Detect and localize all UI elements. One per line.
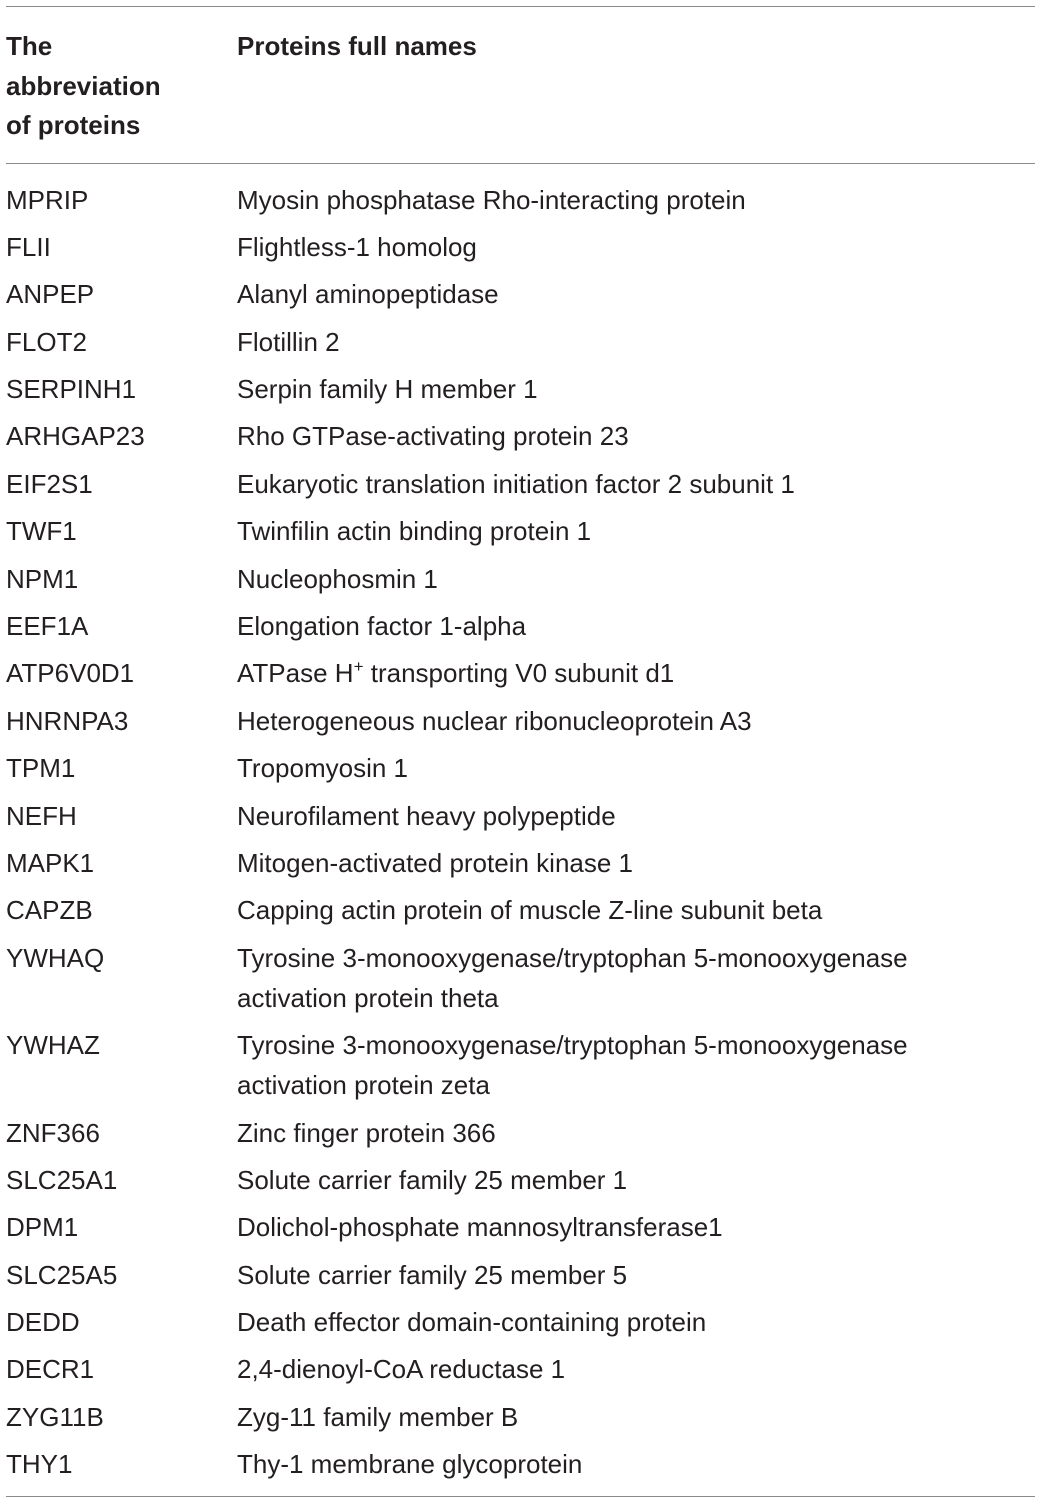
table-row	[6, 559, 1035, 599]
full-name-line: activation protein zeta	[237, 1070, 490, 1101]
full-name-cell	[237, 1025, 1035, 1105]
full-name-cell: Tropomyosin 1	[237, 753, 408, 784]
full-name-cell: Twinfilin actin binding protein 1	[237, 516, 592, 547]
protein-table	[6, 6, 1035, 1497]
header-abbreviation-line: of proteins	[6, 110, 141, 140]
full-name-cell	[237, 653, 1035, 693]
table-row	[6, 1397, 1035, 1437]
full-name-cell: Zyg-11 family member B	[237, 1401, 519, 1432]
full-name-text: transporting V0 subunit d1	[363, 658, 675, 689]
abbreviation-cell: TWF1	[6, 516, 77, 547]
table-row	[6, 1025, 1035, 1105]
abbreviation-cell: ATP6V0D1	[6, 658, 135, 689]
abbreviation-cell: THY1	[6, 1449, 73, 1480]
abbreviation-cell: NPM1	[6, 563, 79, 594]
full-name-cell: Dolichol-phosphate mannosyltransferase1	[237, 1212, 723, 1243]
table-row	[6, 369, 1035, 409]
table-row	[6, 322, 1035, 362]
table-row	[6, 1255, 1035, 1295]
full-name-line: activation protein theta	[237, 982, 499, 1013]
table-row	[6, 1207, 1035, 1247]
abbreviation-cell: CAPZB	[6, 895, 93, 926]
abbreviation-cell: YWHAQ	[6, 942, 105, 973]
table-row	[6, 464, 1035, 504]
abbreviation-cell: ANPEP	[6, 279, 95, 310]
table-header	[6, 7, 1035, 163]
full-name-cell: Capping actin protein of muscle Z-line subunit beta	[237, 895, 823, 926]
full-name-cell: Rho GTPase-activating protein 23	[237, 421, 629, 452]
full-name-cell: Elongation factor 1-alpha	[237, 611, 527, 642]
full-name-line: Tyrosine 3-monooxygenase/tryptophan 5-monooxygenase	[237, 1030, 908, 1061]
header-abbreviation-line: The	[6, 31, 53, 61]
abbreviation-cell: SLC25A1	[6, 1164, 118, 1195]
table-row	[6, 606, 1035, 646]
full-name-cell: Flightless-1 homolog	[237, 231, 477, 262]
full-name-text: ATPase H	[237, 658, 354, 689]
abbreviation-cell: DPM1	[6, 1212, 79, 1243]
superscript-plus: +	[353, 657, 364, 677]
abbreviation-cell: ZNF366	[6, 1117, 100, 1148]
table-row	[6, 701, 1035, 741]
table-row	[6, 796, 1035, 836]
abbreviation-cell: EIF2S1	[6, 468, 93, 499]
abbreviation-cell: YWHAZ	[6, 1030, 100, 1061]
table-row	[6, 1113, 1035, 1153]
table-body	[6, 164, 1035, 1497]
full-name-cell: Mitogen-activated protein kinase 1	[237, 847, 634, 878]
abbreviation-cell: FLII	[6, 231, 51, 262]
full-name-cell: Solute carrier family 25 member 1	[237, 1164, 628, 1195]
full-name-cell: 2,4-dienoyl-CoA reductase 1	[237, 1354, 566, 1385]
abbreviation-cell: ARHGAP23	[6, 421, 145, 452]
full-name-line: Tyrosine 3-monooxygenase/tryptophan 5-monooxygenase	[237, 942, 908, 973]
abbreviation-cell: DEDD	[6, 1307, 80, 1338]
table-row	[6, 416, 1035, 456]
table-row	[6, 274, 1035, 314]
abbreviation-cell: SERPINH1	[6, 374, 137, 405]
full-name-cell: Death effector domain-containing protein	[237, 1307, 707, 1338]
full-name-cell: Solute carrier family 25 member 5	[237, 1259, 628, 1290]
full-name-cell	[237, 938, 1035, 1018]
table-row	[6, 511, 1035, 551]
table-row	[6, 890, 1035, 930]
abbreviation-cell: EEF1A	[6, 611, 89, 642]
table-row	[6, 843, 1035, 883]
full-name-cell: Serpin family H member 1	[237, 374, 538, 405]
table-row	[6, 748, 1035, 788]
abbreviation-cell: MAPK1	[6, 847, 95, 878]
abbreviation-cell: SLC25A5	[6, 1259, 118, 1290]
full-name-cell: Eukaryotic translation initiation factor 2 subunit 1	[237, 468, 795, 499]
table-row	[6, 1160, 1035, 1200]
abbreviation-cell: TPM1	[6, 753, 76, 784]
full-name-cell: Nucleophosmin 1	[237, 563, 438, 594]
header-full-name: Proteins full names	[237, 31, 477, 61]
full-name-cell: Neurofilament heavy polypeptide	[237, 800, 616, 831]
header-abbreviation	[6, 27, 237, 146]
table-row	[6, 1302, 1035, 1342]
table-row	[6, 1444, 1035, 1484]
table-row	[6, 1349, 1035, 1389]
full-name-cell: Zinc finger protein 366	[237, 1117, 496, 1148]
table-row	[6, 180, 1035, 220]
table-row	[6, 938, 1035, 1018]
abbreviation-cell: HNRNPA3	[6, 705, 129, 736]
abbreviation-cell: FLOT2	[6, 326, 87, 357]
abbreviation-cell: ZYG11B	[6, 1401, 104, 1432]
full-name-cell: Thy-1 membrane glycoprotein	[237, 1449, 583, 1480]
table-row	[6, 227, 1035, 267]
full-name-cell: Alanyl aminopeptidase	[237, 279, 499, 310]
abbreviation-cell: DECR1	[6, 1354, 95, 1385]
full-name-cell: Myosin phosphatase Rho-interacting protein	[237, 184, 746, 215]
header-abbreviation-line: abbreviation	[6, 70, 161, 101]
full-name-cell: Flotillin 2	[237, 326, 340, 357]
table-row	[6, 653, 1035, 693]
full-name-cell: Heterogeneous nuclear ribonucleoprotein A3	[237, 705, 752, 736]
abbreviation-cell: NEFH	[6, 800, 77, 831]
abbreviation-cell: MPRIP	[6, 184, 89, 215]
